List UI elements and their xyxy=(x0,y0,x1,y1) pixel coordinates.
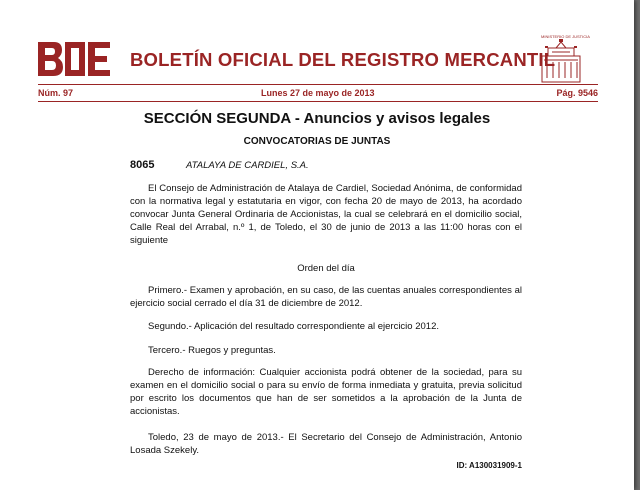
boe-logo xyxy=(38,42,112,76)
section-title: SECCIÓN SEGUNDA - Anuncios y avisos legales xyxy=(143,110,491,127)
intro-paragraph: El Consejo de Administración de Atalaya de Cardiel, Sociedad Anónima, de conformidad con la normativa legal y estatutaria en vigor, con fecha 20 de mayo de 2013, ha acordado convocar Junta General Ordinaria de Accionistas, la cual se celebrará en el domicilio social, Calle Real del Arrabal, n.º 1, de Toledo, el 30 de junio de 2013 a las 11:00 horas con el siguiente xyxy=(130,183,522,246)
crest-caption: MINISTERIO DE JUSTICIA xyxy=(541,34,590,39)
gazette-title: BOLETÍN OFICIAL DEL REGISTRO MERCANTIL xyxy=(130,49,556,70)
header-rule-top xyxy=(38,84,598,85)
signature-paragraph: Toledo, 23 de mayo de 2013.- El Secretario del Consejo de Administración, Antonio Losada Szekely. xyxy=(130,432,522,456)
company-name: ATALAYA DE CARDIEL, S.A. xyxy=(186,160,309,171)
information-paragraph: Derecho de información: Cualquier accionista podrá obtener de la sociedad, para su examen en el domicilio social o para su envío de forma inmediata y gratuita, previa solicitud por escrito los documentos que han de ser sometidos a la aprobación de la Junta de accionistas. xyxy=(130,367,522,417)
agenda-item-second: Segundo.- Aplicación del resultado correspondiente al ejercicio 2012. xyxy=(148,321,439,332)
notice-number: 8065 xyxy=(130,159,155,171)
masthead xyxy=(38,34,590,86)
header-rule-bottom xyxy=(38,101,598,102)
issue-number: Núm. 97 xyxy=(38,88,74,98)
page-number: Pág. 9546 xyxy=(556,88,598,98)
agenda-item-third: Tercero.- Ruegos y preguntas. xyxy=(148,345,276,356)
ministry-crest-icon xyxy=(538,38,584,84)
subsection-title: CONVOCATORIAS DE JUNTAS xyxy=(243,136,391,147)
agenda-heading: Orden del día xyxy=(297,263,355,274)
agenda-item-first: Primero.- Examen y aprobación, en su caso, de las cuentas anuales correspondientes al ejercicio social cerrado el día 31 de diciembre de 2012. xyxy=(130,285,522,309)
issue-date: Lunes 27 de mayo de 2013 xyxy=(261,88,375,98)
document-id: ID: A130031909-1 xyxy=(456,461,522,470)
